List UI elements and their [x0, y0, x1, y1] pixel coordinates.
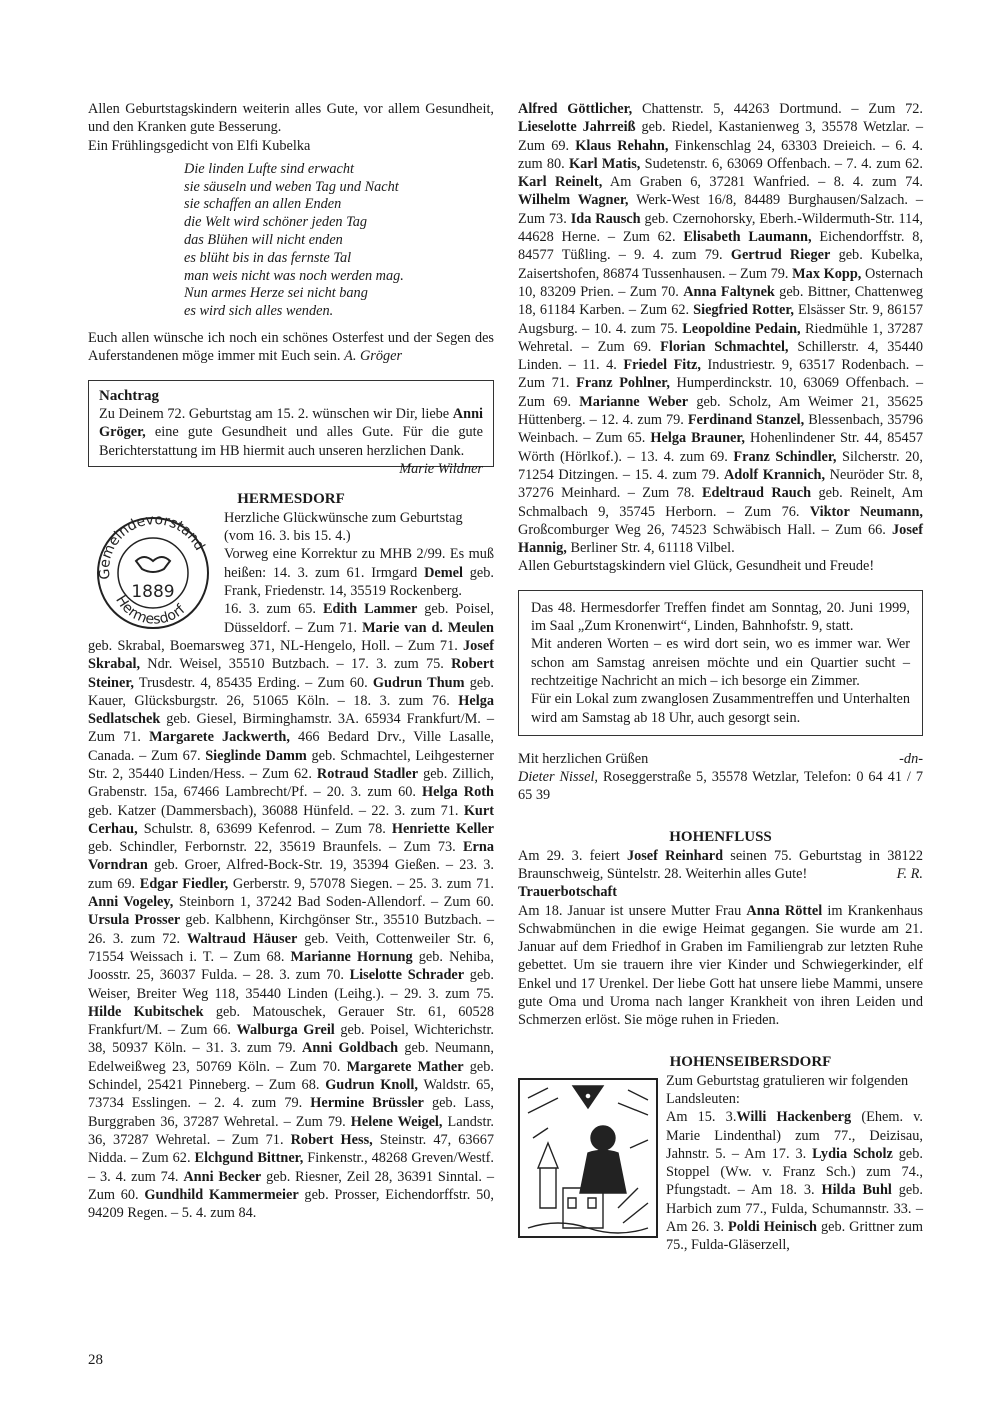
person-name: Marianne Hornung: [290, 948, 413, 965]
person-name: Gudrun Thum: [372, 674, 465, 691]
poem-line: sie säuseln und weben Tag und Nacht: [184, 178, 399, 195]
entry-details: Blessenbach, 35796 Weinbach. – Zum 65.: [518, 412, 923, 447]
entry-details: geb. Kauer, Glücksburgstr. 26, 51065 Köln. – 18. 3. zum 76.: [88, 674, 494, 709]
left-column: [88, 100, 494, 1222]
person-name: Marie van d. Meulen: [362, 619, 494, 636]
person-name: Hilda Buhl: [821, 1182, 892, 1199]
poem-line: Nun armes Herze sei nicht bang: [184, 285, 368, 302]
person-name: Erna Vorndran: [88, 839, 494, 874]
municipal-stamp-logo: [88, 511, 218, 631]
person-name: Margarete Mather: [346, 1058, 464, 1075]
person-name: Edgar Fiedler,: [139, 875, 229, 892]
entry-details: geb. Poisel, Düsseldorf. – Zum 71.: [224, 601, 494, 636]
person-name: Anni Becker: [183, 1168, 262, 1185]
person-name: Siegfried Rotter,: [693, 302, 794, 319]
person-name: Alfred Göttlicher,: [518, 101, 633, 117]
entry-details: geb. Harbich zum 77., Fulda, Schumannstr. 33. – Am 26. 3.: [666, 1182, 924, 1236]
meeting-text: Mit anderen Worten – es wird dort sein, wo es immer war. Wer schon am Samstag anreisen möchte und ein Quartier sucht – rechtzeitige Nachricht an mich – ich besorge ein Zimmer.: [531, 636, 910, 689]
person-name: Helga Brauner,: [650, 430, 745, 447]
entry-details: geb. Scholz, Am Weimer 21, 35625 Hüttenberg. – 12. 4. zum 79.: [518, 393, 923, 429]
entry-details: Riedmühle 1, 37287 Wehretal. – Zum 69.: [518, 320, 923, 355]
poem-line: es blüht bis in das fernste Tal: [184, 249, 352, 266]
person-name: Karl Matis,: [569, 155, 641, 172]
entry-details: Ndr. Weisel, 35510 Butzbach. – 17. 3. zum 75.: [140, 656, 452, 673]
person-name: Marianne Weber: [579, 393, 689, 410]
person-name: Josef Hannig,: [518, 521, 923, 557]
closing-wishes: Allen Geburtstagskindern viel Glück, Gesundheit und Freude!: [518, 558, 875, 575]
section-title-hohenseibersdorf: HOHENSEIBERSDORF: [669, 1053, 832, 1070]
person-name: Gudrun Knoll,: [325, 1077, 418, 1094]
signature: A. Gröger: [344, 348, 403, 365]
entry-details: geb. Neumann, Edelweißweg 23, 50769 Köln. – Zum 70.: [88, 1040, 494, 1075]
entry-details: Waldstr. 65, 73734 Esslingen. – 2. 4. zum 79.: [88, 1077, 494, 1112]
entry-details: Schulstr. 8, 63699 Kefenrod. – Zum 78.: [137, 820, 392, 837]
person-name: Walburga Greil: [236, 1022, 335, 1039]
entry-details: Osternach 10, 83209 Prien. – Zum 70.: [518, 265, 923, 300]
poem-line: man weis nicht was noch werden mag.: [184, 267, 404, 284]
person-name: Helga Sedlatschek: [88, 692, 494, 728]
hohenseibersdorf-lead: Zum Geburtstag gratulieren wir folgenden Landsleuten:: [666, 1072, 909, 1107]
hermesdorf-correction: Vorweg eine Korrektur zu MHB 2/99. Es muß heißen: 14. 3. zum 61. Irmgard Demel geb. Frank, Friedenstr. 14, 35519 Rockenberg.: [224, 546, 494, 600]
entry-details: Großcomburger Weg 26, 74523 Schwäbisch Hall. – Zum 66.: [518, 521, 893, 538]
entry-details: geb. Czernohorsky, Eberh.-Wildermuth-Str. 114, 44628 Herne. – Zum 62.: [518, 210, 923, 246]
person-name: Karl Reinelt,: [518, 174, 603, 191]
person-name: Waltraud Häuser: [187, 930, 298, 947]
signature: Marie Wildner: [399, 460, 483, 477]
entry-details: Am Graben 6, 37281 Wanfried. – 8. 4. zum 74.: [602, 174, 923, 191]
person-name: Leopoldine Pedain,: [682, 320, 801, 337]
person-name: Anni Vogeley,: [88, 894, 174, 911]
poem-line: Die linden Lufte sind erwacht: [184, 160, 354, 177]
hermesdorf-lead: Herzliche Glückwünsche zum Geburtstag (vom 16. 3. bis 15. 4.): [224, 509, 463, 545]
poem-line: es wird sich alles wenden.: [184, 303, 334, 320]
entry-details: Gerberstr. 9, 57078 Siegen. – 25. 3. zum 71.: [228, 875, 494, 892]
contact-address: Dieter Nissel, Roseggerstraße 5, 35578 Wetzlar, Telefon: 0 64 41 / 7 65 39: [518, 769, 923, 804]
person-name: Florian Schmachtel,: [660, 338, 789, 355]
birthday-list-continued: [518, 100, 923, 557]
greeting-line: Mit herzlichen Grüßen -dn-: [518, 750, 923, 767]
person-name: Franz Schindler,: [733, 448, 837, 465]
person-name: Henriette Keller: [391, 820, 494, 837]
entry-details: geb. Bittner, Chattenweg 18, 61184 Karben. – Zum 62.: [518, 283, 923, 319]
poem-intro: Ein Frühlingsgedicht von Elfi Kubelka: [88, 137, 311, 154]
person-name: Hilde Kubitschek: [88, 1003, 204, 1020]
entry-details: Sudetenstr. 6, 63069 Offenbach. – 7. 4. zum 62.: [640, 155, 923, 172]
entry-details: geb. Reinelt, Am Schmalbach 9, 35745 Herborn. – Zum 76.: [518, 485, 923, 520]
person-name: Robert Steiner,: [88, 656, 494, 691]
entry-details: Landstr. 36, 37287 Wehretal. – Zum 71.: [88, 1113, 494, 1148]
entry-details: Humperdinckstr. 10, 63069 Offenbach. – Zum 69.: [518, 375, 924, 410]
person-name: Edith Lammer: [322, 601, 418, 618]
person-name: Ursula Prosser: [88, 912, 181, 929]
person-name: Viktor Neumann,: [809, 503, 924, 520]
entry-details: Hohenlindener Str. 44, 85457 Wörth (Hörlkof.). – 13. 4. zum 69.: [518, 430, 924, 465]
entry-details: Steinstr. 47, 63667 Nidda. – Zum 62.: [88, 1131, 495, 1167]
entry-details: (Ehem. v. Marie Lindenthal) zum 77., Deizisau, Jahnstr. 5. – Am 17. 3.: [666, 1109, 923, 1162]
entry-details: geb. Lass, Burggraben 36, 37287 Wehretal. – Zum 79.: [88, 1095, 494, 1130]
entry-details: Finkenschlag 24, 63303 Dreieich. – 6. 4. zum 80.: [518, 137, 923, 172]
person-name: Helga Roth: [422, 784, 494, 801]
person-name: Ida Rausch: [570, 210, 641, 227]
entry-details: geb. Nehiba, Joosstr. 25, 36037 Fulda. – 28. 3. zum 70.: [88, 948, 494, 984]
person-name: Friedel Fitz,: [623, 357, 701, 374]
person-name: Josef Skrabal,: [88, 637, 494, 673]
person-name: Lydia Scholz: [812, 1145, 893, 1162]
person-name: Adolf Krannich,: [723, 466, 826, 483]
spring-poem: [184, 161, 494, 321]
person-name: Hermine Brüssler: [310, 1095, 424, 1112]
person-name: Margarete Jackwerth,: [149, 729, 290, 746]
trauer-title: Trauerbotschaft: [518, 884, 618, 901]
intro-paragraph: Allen Geburtstagskindern weiterin alles Gute, vor allem Gesundheit, und den Kranken gute Besserung.: [88, 101, 494, 136]
entry-details: geb. Schindel, 25421 Pinneberg. – Zum 68.: [88, 1058, 494, 1094]
entry-details: geb. Grittner zum 75., Fulda-Gläserzell,: [666, 1219, 923, 1254]
person-name: Poldi Heinisch: [727, 1219, 817, 1236]
right-column: [518, 100, 923, 1255]
person-name: Klaus Rehahn,: [575, 137, 669, 154]
svg-text:Hermesdorf: Hermesdorf: [112, 592, 189, 628]
entry-details: geb. Schmachtel, Leihgesterner Str. 2, 35440 Linden/Hess. – Zum 62.: [88, 747, 494, 782]
entry-details: Berliner Str. 4, 61118 Vilbel.: [566, 540, 735, 557]
person-name: Elchgund Bittner,: [194, 1150, 304, 1167]
section-title-hermesdorf: HERMESDORF: [237, 490, 345, 507]
entry-details: geb. Kubelka, Zaisertshofen, 86874 Tussenhausen. – Zum 79.: [518, 247, 923, 282]
entry-details: geb. Veith, Cottenweiler Str. 6, 71554 Weissach i. T. – Zum 68.: [88, 930, 494, 965]
entry-details: Werk-West 16/8, 84489 Burghausen/Salzach. – Zum 73.: [518, 192, 923, 227]
entry-details: Schillerstr. 4, 35440 Linden. – 11. 4.: [518, 338, 923, 374]
person-name: Max Kopp,: [792, 265, 862, 282]
person-name: Lieselotte Jahrreiß: [518, 119, 636, 136]
entry-details: Finkenstr., 48268 Greven/Westf. – 3. 4. zum 74.: [88, 1150, 494, 1185]
entry-details: geb. Kalbhenn, Kirchgönser Str., 35510 Butzbach. – 26. 3. zum 72.: [88, 912, 494, 947]
stamp-year: 1889: [131, 581, 175, 602]
woodcut-illustration: [518, 1078, 658, 1238]
entry-prefix: 16. 3. zum 65.: [224, 601, 323, 618]
easter-wishes: Euch allen wünsche ich noch ein schönes Osterfest und der Segen des Auferstandenen möge immer mit Euch sein. A. Gröger: [88, 330, 494, 365]
entry-details: geb. Matouschek, Gerauer Str. 61, 60528 Frankfurt/M. – Zum 66.: [88, 1003, 494, 1039]
person-name: Edeltraud Rauch: [701, 485, 812, 502]
hohenfluss-birthday: Am 29. 3. feiert Josef Reinhard seinen 75. Geburtstag in 38122 Braunschweig, Süntelstr. 28. Weiterhin alles Gute! F. R.: [518, 847, 923, 882]
person-name: Liselotte Schrader: [349, 967, 465, 984]
entry-details: geb. Skrabal, Boemarsweg 371, NL-Hengelo, Holl. – Zum 71.: [88, 637, 464, 654]
entry-details: geb. Prosser, Eichendorffstr. 50, 94209 Regen. – 5. 4. zum 84.: [88, 1186, 494, 1222]
poem-line: die Welt wird schöner jeden Tag: [184, 214, 368, 231]
person-name: Helene Weigel,: [350, 1113, 443, 1130]
entry-details: geb. Schindler, Ferbornstr. 22, 35619 Braunfels. – Zum 73.: [88, 839, 464, 856]
entry-details: geb. Groer, Alfred-Bock-Str. 19, 35394 Gießen. – 23. 3. zum 69.: [88, 857, 494, 892]
entry-details: Steinborn 1, 37242 Bad Soden-Allendorf. – Zum 60.: [173, 894, 495, 911]
entry-details: geb. Weiser, Breiter Weg 118, 35440 Linden (Leihg.). – 29. 3. zum 75.: [88, 967, 495, 1002]
meeting-text: Für ein Lokal zum zwanglosen Zusammentreffen und Unterhalten wird am Samstag ab 18 Uhr, auch gesorgt sein.: [531, 691, 910, 726]
entry-details: Industriestr. 9, 63517 Rodenbach. – Zum 71.: [518, 357, 923, 392]
person-name: Willi Hackenberg: [736, 1109, 852, 1126]
person-name: Ferdinand Stanzel,: [687, 412, 805, 429]
birthday-list: [88, 600, 494, 1222]
entry-prefix: Am 15. 3.: [666, 1109, 737, 1126]
person-name: Anna Faltynek: [683, 283, 775, 300]
entry-details: Elsässer Str. 9, 86157 Augsburg. – 10. 4. zum 75.: [518, 302, 923, 337]
person-name: Robert Hess,: [290, 1131, 373, 1148]
person-name: Rotraud Stadler: [316, 766, 419, 782]
person-name: Franz Pohlner,: [576, 375, 670, 392]
meeting-text: Das 48. Hermesdorfer Treffen findet am Sonntag, 20. Juni 1999, im Saal „Zum Kronenwirt“, Linden, Bahnhofstr. 9, statt.: [531, 599, 910, 635]
entry-details: geb. Giesel, Birminghamstr. 3A. 65934 Frankfurt/M. – Zum 71.: [88, 711, 494, 746]
person-name: Anni Goldbach: [302, 1040, 399, 1057]
nachtrag-text: Zu Deinem 72. Geburtstag am 15. 2. wünschen wir Dir, liebe Anni Gröger, eine gute Gesundheit und alles Gute. Für die gute Berichterstattung im HB hiermit auch unseren herzlichen Dank. Marie Wildner: [99, 405, 483, 477]
person-name: Gundhild Kammermeier: [144, 1186, 299, 1203]
entry-details: Chattenstr. 5, 44263 Dortmund. – Zum 72.: [632, 101, 923, 117]
entry-details: geb. Riesner, Zeil 28, 36391 Sinntal. – Zum 60.: [88, 1168, 494, 1203]
svg-text:Gemeindevorstand: Gemeindevorstand: [96, 511, 208, 580]
person-name: Gertrud Rieger: [730, 247, 831, 264]
entry-details: geb. Riedel, Kastanienweg 3, 35578 Wetzlar. – Zum 69.: [518, 119, 923, 154]
nachtrag-box: [88, 380, 494, 477]
section-title-hohenfluss: HOHENFLUSS: [669, 828, 772, 845]
entry-details: Neuröder Str. 8, 37276 Meinhard. – Zum 78.: [518, 466, 924, 502]
person-name: Wilhelm Wagner,: [518, 192, 629, 209]
entry-details: geb. Katzer (Dammersbach), 36088 Hünfeld. – 22. 3. zum 71.: [88, 802, 464, 819]
entry-details: Trusdestr. 4, 85435 Erding. – Zum 60.: [133, 674, 373, 691]
meeting-announcement-box: [518, 590, 923, 736]
nachtrag-title: Nachtrag: [99, 387, 159, 404]
person-name: Sieglinde Damm: [205, 747, 307, 764]
person-name: Elisabeth Laumann,: [683, 229, 812, 246]
entry-details: geb. Poisel, Wichterichstr. 38, 50937 Köln. – 31. 3. zum 79.: [88, 1022, 494, 1057]
entry-details: Eichendorffstr. 8, 84577 Tüßling. – 9. 4. zum 79.: [518, 229, 924, 264]
entry-details: 466 Bedard Drv., Ville Lasalle, Canada. – Zum 67.: [88, 729, 494, 764]
person-name: Kurt Cerhau,: [88, 802, 494, 837]
poem-line: sie schaffen an allen Enden: [184, 196, 342, 213]
entry-details: Silcherstr. 20, 71254 Ditzingen. – 15. 4. zum 79.: [518, 448, 923, 483]
poem-line: das Blühen will nicht enden: [184, 232, 343, 249]
entry-details: geb. Stoppel (Ww. v. Franz Sch.) zum 74., Pfungstadt. – Am 18. 3.: [666, 1145, 923, 1199]
page-number: 28: [88, 1352, 103, 1368]
entry-details: geb. Zillich, Grabenstr. 15a, 67466 Lambrecht/Pf. – 20. 3. zum 60.: [88, 766, 494, 801]
trauer-text: Am 18. Januar ist unsere Mutter Frau Anna Röttel im Krankenhaus Schwabmünchen in die ewige Heimat gegangen. Sie wurde am 21. Januar auf dem Friedhof in Graben im Familiengrab zur letzten Ruhe gebettet. Um sie trauern ihre vier Kinder und Schwiegerkinder, elf Enkel und 17 Urenkel. Der liebe Gott hat unsere liebe Mammi, unsere gute Oma und Uroma nach langer Krankheit von ihren Leiden und Schmerzen erlöst. Sie möge ruhen in Frieden.: [518, 902, 923, 1029]
